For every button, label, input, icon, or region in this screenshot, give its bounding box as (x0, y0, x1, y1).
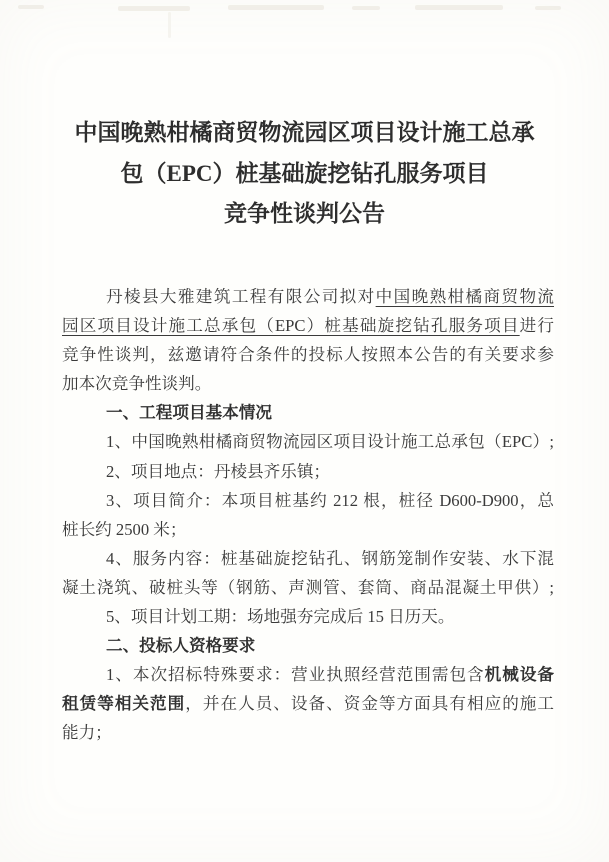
document-title (40, 113, 569, 235)
text-segment: 凝土浇筑、破桩头等（钢筋、声测管、套筒、商品混凝土甲供）; (62, 577, 554, 597)
scan-noise-artifact (535, 6, 561, 10)
document-text-line (62, 427, 554, 456)
bold-text: 二、投标人资格要求 (106, 636, 256, 656)
underlined-text: 园区项目设计施工总承包（EPC）桩基础旋挖钻孔服务项目 (62, 316, 520, 336)
document-text-line (62, 689, 554, 718)
text-segment: 1、本次招标特殊要求：营业执照经营范围需包含 (106, 665, 485, 685)
text-segment: 丹棱县大雅建筑工程有限公司拟对 (106, 287, 376, 306)
scan-noise-artifact (168, 12, 171, 38)
document-text-line (62, 544, 554, 573)
document-title-line: 包（EPC）桩基础旋挖钻孔服务项目 (120, 160, 489, 186)
scan-noise-artifact (228, 5, 324, 10)
document-title-line: 中国晚熟柑橘商贸物流园区项目设计施工总承 (74, 120, 535, 145)
document-text-line (62, 573, 554, 602)
scan-noise-artifact (415, 5, 503, 10)
text-segment: 4、服务内容：桩基础旋挖钻孔、钢筋笼制作安装、水下混 (106, 548, 554, 568)
document-text-line (62, 457, 554, 486)
document-text-line (62, 311, 554, 340)
document-title-line: 竞争性谈判公告 (224, 201, 385, 226)
document-text-line (62, 369, 554, 398)
document-text-line (62, 660, 554, 689)
bold-text: 租赁等相关范围 (62, 694, 186, 714)
text-segment: ，并在人员、设备、资金等方面具有相应的施工 (185, 694, 555, 714)
text-segment: 进行 (519, 316, 555, 336)
text-segment: 竞争性谈判，兹邀请符合条件的投标人按照本公告的有关要求参 (62, 345, 554, 365)
document-text-line (62, 631, 554, 660)
text-segment: 加本次竞争性谈判。 (62, 374, 212, 394)
text-segment: 2、项目地点：丹棱县齐乐镇； (106, 461, 331, 481)
underlined-text: 中国晚熟柑橘商贸物流 (375, 287, 555, 306)
text-segment: 1、中国晚熟柑橘商贸物流园区项目设计施工总承包（EPC）; (106, 432, 554, 452)
document-text-line (62, 515, 554, 544)
document-body (62, 282, 554, 748)
text-segment: 3、项目简介：本项目桩基约 212 根，桩径 D600-D900，总 (106, 490, 554, 510)
document-text-line (62, 602, 554, 631)
text-segment: 桩长约 2500 米； (62, 519, 187, 539)
document-text-line (62, 486, 554, 515)
text-segment: 能力； (62, 723, 112, 743)
document-text-line (62, 718, 554, 747)
scan-noise-artifact (18, 5, 44, 9)
document-text-line (62, 398, 554, 427)
bold-text: 一、工程项目基本情况 (106, 403, 272, 423)
document-text-line (62, 340, 554, 369)
bold-text: 机械设备 (484, 665, 554, 685)
scan-noise-artifact (352, 6, 380, 10)
text-segment: 5、项目计划工期：场地强夯完成后 15 日历天。 (106, 607, 455, 627)
scan-noise-artifact (118, 6, 190, 11)
document-text-line (62, 282, 554, 311)
